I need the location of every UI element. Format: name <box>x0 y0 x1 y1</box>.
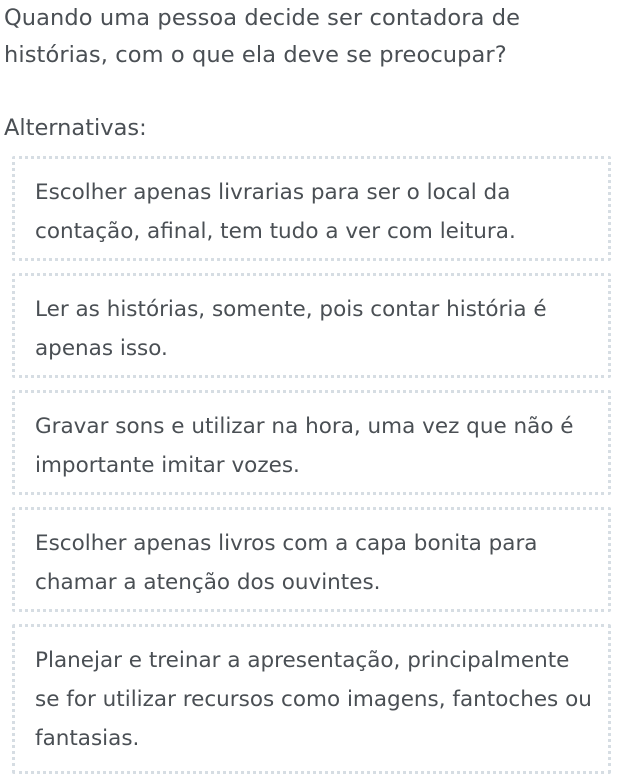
alternatives-heading: Alternativas: <box>4 115 147 141</box>
option-item[interactable] <box>12 273 611 378</box>
option-label: Escolher apenas livros com a capa bonita para chamar a atenção dos ouvintes. <box>35 531 538 595</box>
option-item[interactable] <box>12 390 611 495</box>
option-item[interactable] <box>12 156 611 261</box>
option-item[interactable] <box>12 624 611 774</box>
option-label: Ler as histórias, somente, pois contar história é apenas isso. <box>35 297 547 361</box>
option-label: Planejar e treinar a apresentação, principalmente se for utilizar recursos como imagens, fantoches ou fantasias. <box>35 648 592 751</box>
option-label: Gravar sons e utilizar na hora, uma vez que não é importante imitar vozes. <box>35 414 574 478</box>
option-item[interactable] <box>12 507 611 612</box>
option-label: Escolher apenas livrarias para ser o local da contação, afinal, tem tudo a ver com leitura. <box>35 180 516 244</box>
question-text: Quando uma pessoa decide ser contadora de histórias, com o que ela deve se preocupar? <box>4 5 521 68</box>
